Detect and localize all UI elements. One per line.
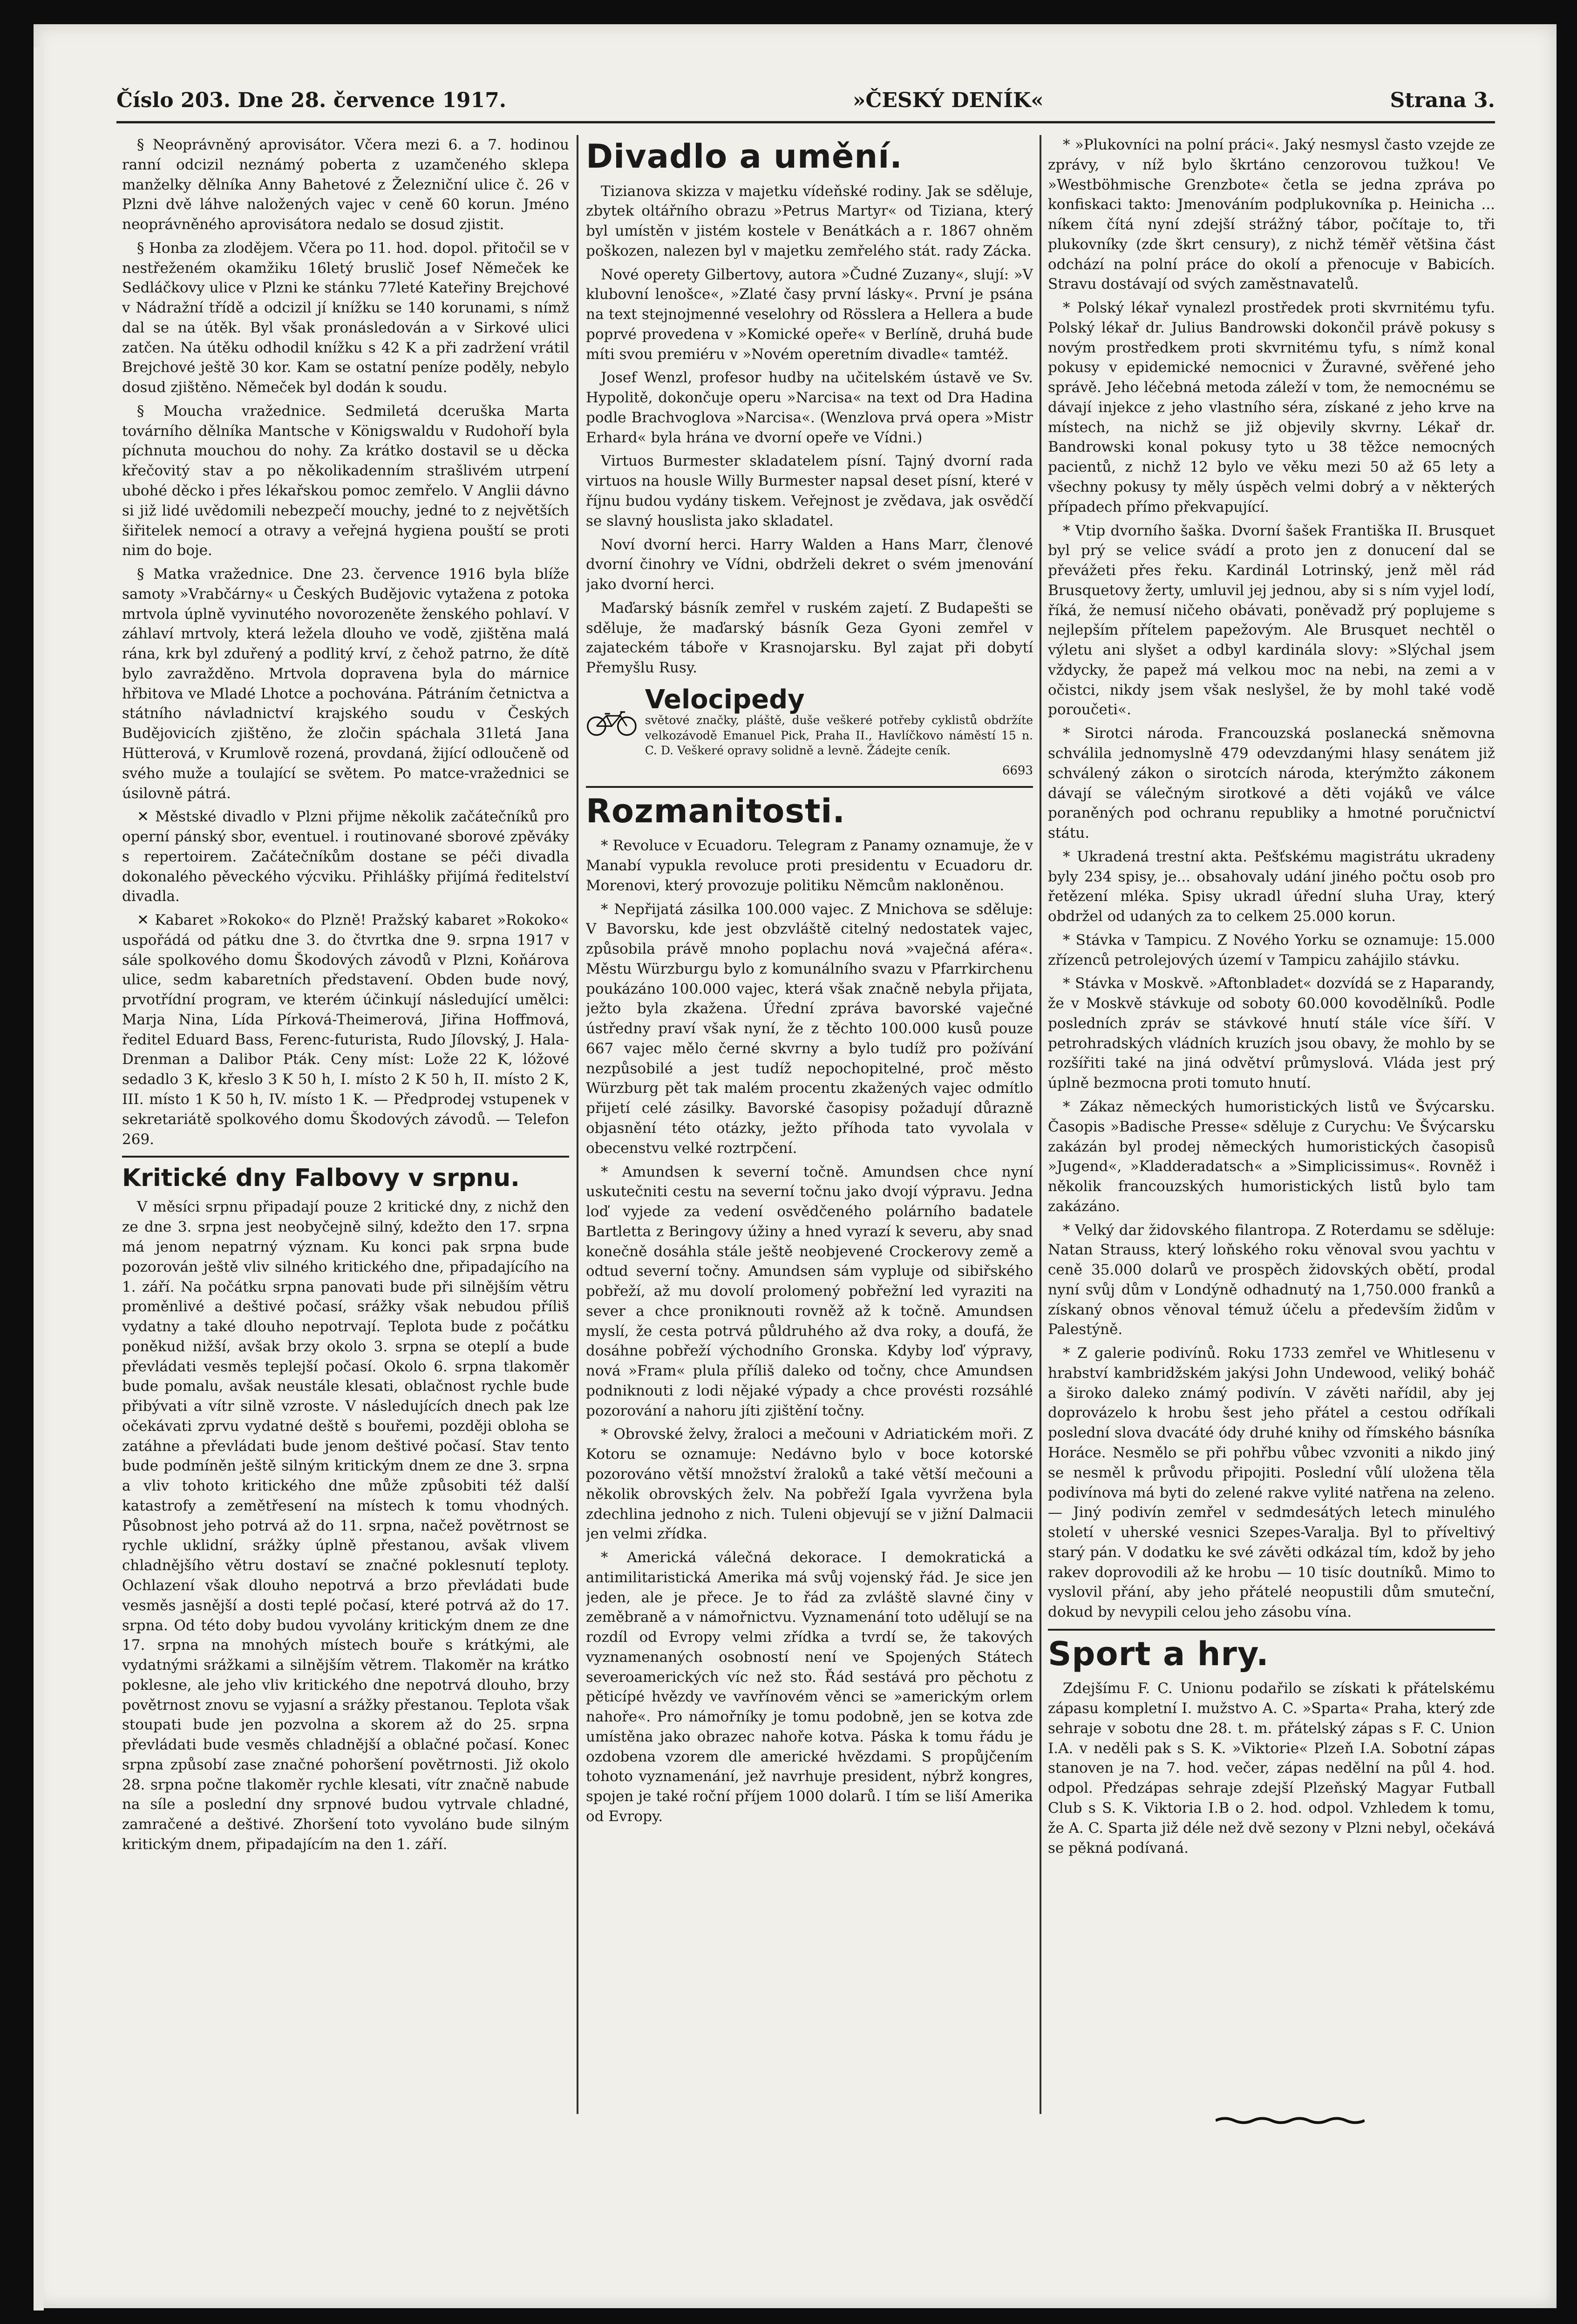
- article-filantrop: * Velký dar židovského filantropa. Z Roterdamu se sděluje: Natan Strauss, který loňského roku věnoval svou yachtu v ceně 35.000 dolarů ve prospěch židovských obětí, prodal nyní svůj dům v Londýně odhadnutý na 1,750.000 franků a získaný obnos věnoval témuž účelu a především židům v Palestýně.: [1048, 1221, 1495, 1338]
- article-polsky-lekar: * Polský lékař vynalezl prostředek proti skvrnitému tyfu. Polský lékař dr. Julius Bandrowski dokončil právě pokusy s novým prostředkem proti skvrnitému tyfu, s nímž konal pokusy v epidemické nemocnici v Žuravné, svěřené jeho správě. Jeho léčebná metoda záleží v tom, že nemocnému se dávají injekce z jeho vlastního séra, získané z jeho krve na místech, na nichž se již objevily skvrny. Lékař dr. Bandrowski konal pokusy tyto u 38 těžce nemocných pacientů, z nichž 12 bylo ve věku mezi 50 až 65 lety a všechny pokusy ty měly úspěch velmi dobrý a v některých případech přímo překvapující.: [1048, 299, 1495, 515]
- article-sirotci: * Sirotci národa. Francouzská poslanecká sněmovna schválila jednomyslně 479 odevzdanými hlasy senátem již schválený zákon o sirotcích národa, kterýmžto zákonem dávají se válečným sirotkové a děti vojáků ve válce poraněných pod ochranu republiky a hmotné poručnictví státu.: [1048, 725, 1495, 842]
- article-zakaz-listu: * Zákaz německých humoristických listů ve Švýcarsku. Časopis »Badische Presse« sděluje z Curychu: Ve Švýcarsku zakázán byl prodej německých humoristických časopisů »Jugend«, »Kladderadatsch« a »Simplicissimus«. Rovněž i několik francouzských humoristických listů bylo tam zakázáno.: [1048, 1098, 1495, 1215]
- article-matka: § Matka vražednice. Dne 23. července 1916 byla blíže samoty »Vrabčárny« u Českých Budějovic vytažena z potoka mrtvola úplně vyvinutého novorozeněte ženského pohlaví. V záhlaví mrtvoly, která ležela dlouho ve vodě, zjištěna malá rána, krk byl zduřený a podlitý krví, z čehož patrno, že dítě bylo zavražděno. Mrtvola dopravena byla do márnice hřbitova ve Mladé Lhotce a pochována. Pátráním četnictva a státního návladnictví krajského soudu v Českých Budějovicích zjištěno, že zločin spáchala 31letá Jana Hütterová, v Krumlově rozená, provdaná, žijící odloučeně od svého muže a toulající se světem. Po matce-vražednici se úsilovně pátrá.: [122, 566, 569, 802]
- page-number: Strana 3.: [1390, 88, 1495, 112]
- article-sport: Zdejšímu F. C. Unionu podařilo se získati k přátelskému zápasu kompletní I. mužstvo A. C. »Sparta« Praha, který zde sehraje v sobotu dne 28. t. m. přátelský zápas s F. C. Union I.A. v neděli pak s S. K. »Viktorie« Plzeň I.A. Sobotní zápas stanoven je na 7. hod. večer, zápas nedělní na půl 4. hod. odpol. Předzápas sehraje zdejší Plzeňský Magyar Futball Club s S. K. Viktoria I.B o 2. hod. odpol. Vzhledem k tomu, že A. C. Sparta již déle než dvě sezony v Plzni nebyl, očekává se pěkná podívaná.: [1048, 1680, 1495, 1856]
- article-wenzl: Josef Wenzl, profesor hudby na učitelském ústavě ve Sv. Hypolitě, dokončuje operu »Narcisa« na text od Dra Hadina podle Brachvoglova »Narcisa«. (Wenzlova prvá opera »Mistr Erhard« byla hrána ve dvorní opeře ve Vídni.): [586, 369, 1033, 446]
- article-americka-dekorace: * Americká válečná dekorace. I demokratická a antimilitaristická Amerika má svůj vojenský řád. Je sice jen jeden, ale je přece. Je to řád za zvláště slavné činy v zeměbraně a v námořnictvu. Vyznamenání toto udělují se na rozdíl od Evropy velmi zřídka a tvrdí se, že takových vyznamenaných osobností není ve Spojených Státech severoamerických víc než sto. Řád sestává pro pěchotu z pěticípé hvězdy ve vavřínovém věnci se »americkým orlem nahoře«. Pro námořníky je tomu podobně, jen se kotva zde umístěna jako obrazec nahoře kotva. Páska k tomu řádu je ozdobena vzorem dle americké hvězdami. S propůjčením tohoto vyznamenání, jež navrhuje president, nýbrž kongres, spojen je také roční příjem 1000 dolarů. I tím se liší Amerika od Evropy.: [586, 1549, 1033, 1825]
- article-vtip-saska: * Vtip dvorního šaška. Dvorní šašek Františka II. Brusquet byl prý se velice svádí a proto jen z donucení dal se převážeti přes řeku. Kardinál Lotrinský, jenž měl rád Brusquetovy žerty, umluvil jej jednou, aby si s ním vyjel lodí, říká, že nemusí ničeho obávati, poněvadž prý poplujeme s nejlepším přítelem papežovým. Ale Brusquet nechtěl o výletu ani slyšet a odbyl kardinála slovy: »Slýchal jsem vždycky, že papež má velkou moc na nebi, na zemi a v očistci, nikdy jsem však neslyšel, že by mohl také vodě poroučeti«.: [1048, 522, 1495, 718]
- article-zelvy: * Obrovské želvy, žraloci a mečouni v Adriatickém moři. Z Kotoru se oznamuje: Nedávno bylo v boce kotorské pozorováno větší množství žraloků a také větší mečouni a několik obrovských želv. Na pobřeží Igala vyvržena byla zdechlina jednoho z nich. Tuleni objevují se v jižní Dalmacii jen velmi zřídka.: [586, 1426, 1033, 1543]
- section-rule: [1048, 1629, 1495, 1631]
- article-aprovisator: § Neoprávněný aprovisátor. Včera mezi 6. a 7. hodinou ranní odcizil neznámý poberta z uzamčeného sklepa manželky dělníka Anny Bahetové z Železniční ulice č. 26 v Plzni dvě láhve naložených vajec v ceně 60 korun. Jméno neoprávněného aprovisátora nedalo se dosud zjistit.: [122, 136, 569, 233]
- section-rule: [122, 1156, 569, 1158]
- article-plukovnici: * »Plukovníci na polní práci«. Jaký nesmysl často vzejde ze zprávy, v níž bylo škrtáno cenzorovou tužkou! Ve »Westböhmische Grenzbote« četla se jedna zpráva po konfiskaci takto: Jmenováním podplukovníka p. Heinicha ... níkem čítá nyní zdejší strážný tábor, počítaje to, tři plukovníky (zde škrt censury), z nichž téměř většina část odchází na polní práce do okolí a přenocuje v Babicích. Stravu dostávají od svých zaměstnavatelů.: [1048, 136, 1495, 293]
- paper-name: »ČESKÝ DENÍK«: [852, 88, 1044, 112]
- ad-title: Velocipedy: [645, 684, 805, 715]
- article-vejce: * Nepřijatá zásilka 100.000 vajec. Z Mnichova se sděluje: V Bavorsku, kde jest obzvláště citelný nedostatek vajec, způsobila právě mnoho poplachu nová »vaječná aféra«. Městu Würzburgu bylo z komunálního svazu v Pfarrkirchenu poukázáno 100.000 vajec, která však značně nebyla přijata, ježto byla zkažena. Úřední zpráva bavorské vaječné ústředny praví však nyní, že z těchto 100.000 kusů pouze 667 vajec mělo černé skvrny a bylo tudíž pro požívání nezpůsobilé a jest tudíž nepochopitelné, proč město Würzburg pět tak malém procentu zkažených vajec odmítlo přijetí celé zásilky. Bavorské časopisy požadují důrazně objasnění této otázky, ježto příhoda tato vyvolala v obecenstvu velké roztrpčení.: [586, 901, 1033, 1157]
- issue-date: Číslo 203. Dne 28. července 1917.: [116, 88, 507, 112]
- advertisement-velocipedy: [586, 685, 1033, 760]
- page-header: [116, 88, 1495, 123]
- ad-text: světové značky, pláště, duše veškeré potřeby cyklistů obdržíte velkozávodě Emanuel Pick, Praha II., Havlíčkovo náměstí 15 n. C. D. Veškeré opravy solidně a levně. Žádejte ceník.: [645, 713, 1033, 758]
- column-divider: [577, 135, 578, 2114]
- article-amundsen: * Amundsen k severní točně. Amundsen chce nyní uskutečniti cestu na severní točnu jako dvojí výpravu. Jedna loď vyjede za vedení osvědčeného polárního badatele Bartletta z Beringovy úžiny a hned vyrazí k severu, aby snad konečně dosáhla stále ještě neobjevené Crockerovy země a odtud severní točny. Amundsen sám vypluje od sibiřského pobřeží, až mu dovolí prolomený pobřežní led vyraziti na sever a chce proniknouti rovněž až k točně. Amundsen myslí, že cesta potrvá půldruhého až dva roky, a doufá, že dosáhne pobřeží východního Gronska. Kdyby loď výpravy, nová »Fram« plula příliš daleko od točny, chce Amundsen podniknouti z lodi nějaké výpady a chce provésti rozsáhlé pozorování a nahoru jíti zjištění točny.: [586, 1163, 1033, 1419]
- article-moskva: * Stávka v Moskvě. »Aftonbladet« dozvídá se z Haparandy, že v Moskvě stávkuje od soboty 60.000 kovodělníků. Podle posledních zpráv se stávkové hnutí stále více šíří. V petrohradských vládních kruzích jsou obavy, že mohlo by se rozšířiti také na jiná odvětví průmyslová. Vláda jest prý úplně bezmocna proti tomuto hnutí.: [1048, 975, 1495, 1092]
- article-falb: V měsíci srpnu připadají pouze 2 kritické dny, z nichž den ze dne 3. srpna jest neobyčejně silný, kdežto den 17. srpna má jenom nepatrný význam. Ku konci pak srpna bude pozorován ještě vliv silného kritického dne, připadajícího na 1. září. Na počátku srpna panovati bude při silnějším větru proměnlivé a deštivé počasí, srážky však nebudou příliš vydatny a také dlouho nepotrvají. Teplota bude z počátku poněkud nižší, avšak brzy okolo 3. srpna se oteplí a bude převládati vesměs teplejší počasí. Okolo 6. srpna tlakoměr bude pomalu, avšak neustále klesati, oblačnost rychle bude přibývati a vítr silně vzroste. V následujících dnech pak lze očekávati zprvu vydatné deště s bouřemi, později obloha se zatáhne a převládati bude jenom deštivé počasí. Stav tento bude podmíněn ještě silným kritickým dnem ze dne 3. srpna a vliv tohoto kritického dne může způsobiti též další katastrofy a zemětřesení na místech k tomu vhodných. Působnost jeho potrvá až do 11. srpna, načež povětrnost se rychle uklidní, srážky úplně přestanou, avšak vlivem chladnějšího větru dostaví se značné poklesnutí teploty. Ochlazení však dlouho nepotrvá a brzo převládati bude vesměs jasnější a dosti teplé počasí, které potrvá až do 17. srpna. Od této doby budou vyvolány kritickým dnem ze dne 17. srpna na mnohých místech bouře s krátkými, ale vydatnými srážkami a silnějším větrem. Tlakoměr na krátko poklesne, ale jeho vliv kritického dne nepotrvá dlouho, brzy povětrnost znovu se vyjasní a srážky přestanou. Teplota však stoupati bude jen pozvolna a skorem až do 25. srpna převládati bude vesměs chladnější a oblačné počasí. Konec srpna způsobí zase značné pohoršení povětrnosti. Již okolo 28. srpna počne tlakoměr rychle klesati, vítr značně nabude na síle a poslední dny srpnové budou vytrvale chladné, zamračené a deštivé. Zhoršení toto vyvoláno bude silným kritickým dnem, připadajícím na den 1. září.: [122, 1199, 569, 1853]
- article-gyoni: Maďarský básník zemřel v ruském zajetí. Z Budapešti se sděluje, že maďarský básník Geza Gyoni zemřel v zajateckém táboře v Krasnojarsku. Byl zajat při dobytí Přemyšlu Rusy.: [586, 599, 1033, 677]
- heading-divadlo: Divadlo a umění.: [586, 137, 903, 176]
- end-ornament: [1216, 2116, 1365, 2125]
- article-ukradena-akta: * Ukradená trestní akta. Pešťskému magistrátu ukradeny byly 234 spisy, je... obsahovaly udání jiného počtu osob pro řetězení mléka. Spisy ukradl úřední sluha Uray, který obdržel od udaných za to celkem 25.000 korun.: [1048, 848, 1495, 925]
- article-moucha: § Moucha vražednice. Sedmiletá dceruška Marta továrního dělníka Mantsche v Königswaldu v Rudohoří byla píchnuta mouchou do nohy. Za krátko dostavil se u děcka křečovitý stav a po několikadenním strašlivém utrpení ubohé děcko i přes lékařskou pomoc zemřelo. V Anglii dávno si již lidé uvědomili nebezpečí mouchy, jedné to z největších šiřitelek nemocí a otravy a veřejná hygiena pouští se proti nim do boje.: [122, 402, 569, 559]
- page-edge: [34, 47, 44, 2310]
- article-ecuador: * Revoluce v Ecuadoru. Telegram z Panamy oznamuje, že v Manabí vypukla revoluce proti presidentu v Ecuadoru dr. Morenovi, který provozuje politiku Němcům nakloněnou.: [586, 837, 1033, 894]
- bicycle-icon: [586, 685, 638, 760]
- article-dvorni-herci: Noví dvorní herci. Harry Walden a Hans Marr, členové dvorní činohry ve Vídni, obdrželi dekret o svém jmenování jako dvorní herci.: [586, 536, 1033, 593]
- article-burmester: Virtuos Burmester skladatelem písní. Tajný dvorní rada virtuos na housle Willy Burmester napsal deset písní, které v říjnu budou vydány tiskem. Veřejnost je zvědava, jak osvědčí se slavný houslista jako skladatel.: [586, 453, 1033, 529]
- column-right: [1048, 135, 1495, 2147]
- notice-kabaret: ✕ Kabaret »Rokoko« do Plzně! Pražský kabaret »Rokoko« uspořádá od pátku dne 3. do čtvrtka dne 9. srpna 1917 v sále spolkového domu Škodových závodů v Plzni, Koňárova ulice, sedm kabaretních představení. Obden bude nový, prvotřídní program, ve kterém účinkují následující umělci: Marja Nina, Lída Pírková-Theimerová, Jiřina Hoffmová, ředitel Eduard Bass, Ferenc-futurista, Rudo Jílovský, J. Hala-Drenman a Dalibor Pták. Ceny míst: Lože 22 K, lóžové sedadlo 3 K, křeslo 3 K 50 h, I. místo 2 K 50 h, II. místo 2 K, III. místo 1 K 50 h, IV. místo 1 K. — Předprodej vstupenek v sekretariátě spolkového domu Škodových závodů. — Telefon 269.: [122, 912, 569, 1148]
- article-honba: § Honba za zlodějem. Včera po 11. hod. dopol. přitočil se v nestřeženém okamžiku 16letý bruslič Josef Němeček ke Sedláčkovy ulice v Plzni ke stánku 77leté Kateřiny Brejchové v Nádražní třídě a odcizil jí knížku se 140 korunami, s nímž dal se na útěk. Byl však pronásledován a v Sirkové ulici zatčen. Na útěku odhodil knížku s 42 K a při zadržení vrátil Brejchové ještě 30 kor. Kam se ostatní peníze poděly, nebylo dosud zjištěno. Němeček byl dodán k soudu.: [122, 239, 569, 396]
- column-left: [122, 135, 569, 2147]
- heading-rozmanitosti: Rozmanitosti.: [586, 792, 846, 830]
- article-tizian: Tizianova skizza v majetku vídeňské rodiny. Jak se sděluje, zbytek oltářního obrazu »Petrus Martyr« od Tiziana, který byl umístěn v jistém kostele v Benátkách a r. 1867 ohněm poškozen, nalezen byl v majetku zemřelého stát. rady Zácka.: [586, 183, 1033, 259]
- column-middle: [586, 135, 1033, 2147]
- section-rule: [586, 786, 1033, 788]
- ad-number: 6693: [1002, 763, 1033, 778]
- heading-falb: Kritické dny Falbovy v srpnu.: [122, 1164, 520, 1192]
- notice-mestske-divadlo: ✕ Městské divadlo v Plzni přijme několik začátečníků pro operní pánský sbor, eventuel. i routinované sborové zpěváky s repertoirem. Začátečníkům dostane se péči divadla dokonalého pěveckého výcviku. Přihlášky přijímá ředitelství divadla.: [122, 808, 569, 905]
- column-divider: [1040, 135, 1041, 2114]
- heading-sport: Sport a hry.: [1048, 1634, 1269, 1673]
- article-podivini: * Z galerie podivínů. Roku 1733 zemřel ve Whitlesenu v hrabství kambridžském jakýsi John Undewood, veliký boháč a široko daleko známý podivín. V závěti nařídil, aby jej doprovázelo k hrobu šest jeho přátel a cestou odříkali poslední slova dvacáté ódy druhé knihy od římského básníka Horáce. Nesmělo se při pohřbu vůbec vzvoniti a nikdo jiný se nesměl k průvodu připojiti. Poslední vůlí uložena těla podivínova má byti do zelené rakve vylité natřena na zeleno. — Jiný podivín zemřel v sedmdesátých letech minulého století v uherské vesnici Szepes-Varalja. Byl to příveltivý starý pán. V dodatku ke své závěti odkázal tím, kdož by jeho rakev doprovodili až ke hrobu — 10 tisíc doutníků. Mimo to vyslovil přání, aby jeho přátelé neopustili dům smuteční, dokud by nevypili celou jeho zásobu vína.: [1048, 1345, 1495, 1621]
- article-tampico: * Stávka v Tampicu. Z Nového Yorku se oznamuje: 15.000 zřízenců petrolejových území v Tampicu zahájilo stávku.: [1048, 931, 1495, 969]
- article-gilbert: Nové operety Gilbertovy, autora »Čudné Zuzany«, slují: »V klubovní lenošce«, »Zlaté časy první lásky«. První je psána na text stejnojmenné veselohry od Rösslera a Hellera a bude poprvé provedena v »Komické opeře« v Berlíně, druhá bude míti svou premiéru v »Novém operetním divadle« tamtéž.: [586, 266, 1033, 363]
